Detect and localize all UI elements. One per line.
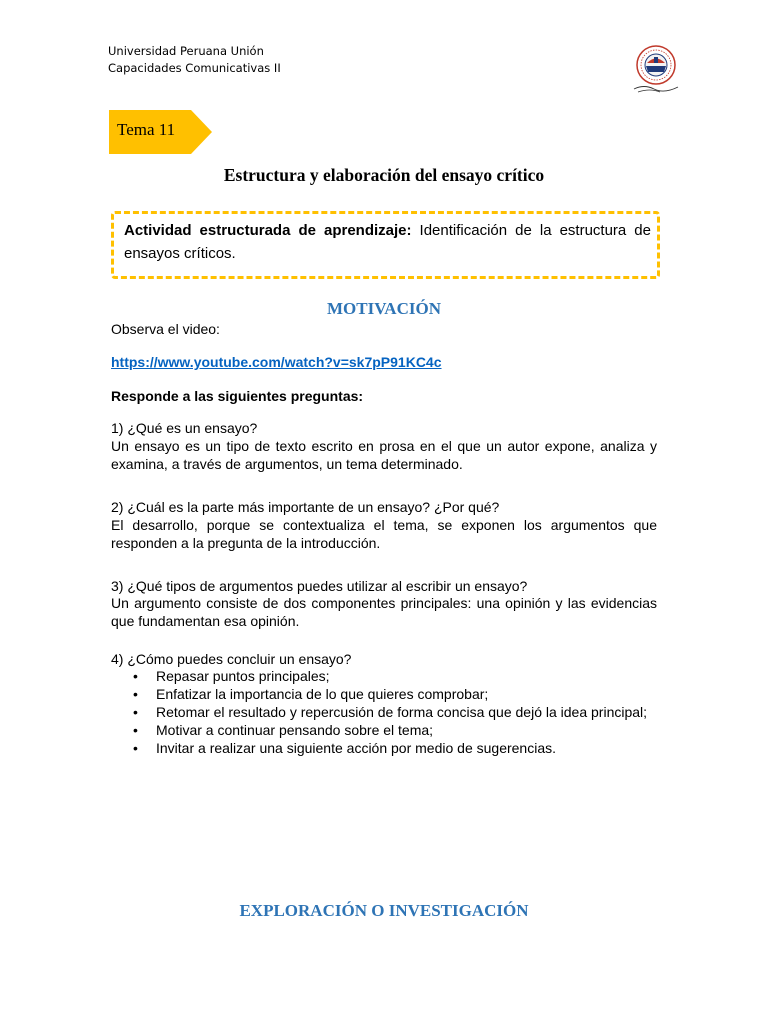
question-1: 1) ¿Qué es un ensayo? [111, 420, 258, 436]
activity-label: Actividad estructurada de aprendizaje: [124, 222, 412, 239]
activity-text [124, 219, 651, 265]
questions-prompt: Responde a las siguientes preguntas: [111, 388, 364, 404]
video-intro: Observa el video: [111, 321, 220, 337]
university-logo [624, 44, 688, 96]
university-name: Universidad Peruana Unión [108, 44, 264, 58]
list-item: • Repasar puntos principales; [133, 668, 330, 684]
conclusion-list [111, 667, 657, 757]
list-item: • Invitar a realizar una siguiente acción por medio de sugerencias. [133, 740, 557, 756]
bullet-icon: • [133, 668, 138, 684]
bullet-icon: • [133, 704, 138, 720]
exploracion-heading: EXPLORACIÓN O INVESTIGACIÓN [239, 901, 529, 920]
question-2: 2) ¿Cuál es la parte más importante de un ensayo? ¿Por qué? [111, 499, 500, 515]
topic-tag [109, 110, 212, 154]
question-3: 3) ¿Qué tipos de argumentos puedes utilizar al escribir un ensayo? [111, 578, 528, 594]
course-name: Capacidades Comunicativas II [108, 61, 281, 75]
answer-3: Un argumento consiste de dos componentes principales: una opinión y las evidencias que fundamentan esa opinión. [111, 595, 657, 629]
list-item: • Retomar el resultado y repercusión de forma concisa que dejó la idea principal; [133, 704, 648, 720]
page-title: Estructura y elaboración del ensayo crítico [223, 165, 545, 185]
topic-label: Tema 11 [117, 120, 176, 139]
answer-2: El desarrollo, porque se contextualiza el tema, se exponen los argumentos que responden a la pregunta de la introducción. [111, 517, 657, 551]
video-link[interactable]: https://www.youtube.com/watch?v=sk7pP91KC4c [111, 354, 442, 370]
activity-description: Identificación de la estructura de ensayos críticos. [124, 222, 651, 262]
question-4: 4) ¿Cómo puedes concluir un ensayo? [111, 651, 352, 667]
bullet-icon: • [133, 740, 138, 756]
bullet-icon: • [133, 722, 138, 738]
bullet-icon: • [133, 686, 138, 702]
list-item: • Enfatizar la importancia de lo que quieres comprobar; [133, 686, 489, 702]
answer-1: Un ensayo es un tipo de texto escrito en prosa en el que un autor expone, analiza y examina, a través de argumentos, un tema determinado. [111, 438, 657, 472]
list-item: • Motivar a continuar pensando sobre el tema; [133, 722, 434, 738]
activity-box [111, 211, 660, 279]
motivacion-heading: MOTIVACIÓN [327, 299, 441, 318]
